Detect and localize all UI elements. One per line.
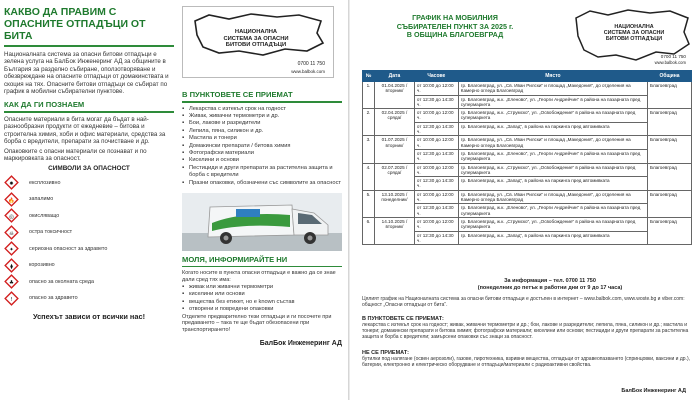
row-date: 02.04.2025 /сряда/ bbox=[374, 109, 414, 136]
row-time: от 12:30 до 14:30 ч. bbox=[414, 177, 458, 191]
accept-list bbox=[182, 106, 342, 187]
row-municipality: Благоевград bbox=[648, 163, 692, 190]
row-time: от 10:00 до 12:00 ч. bbox=[414, 217, 458, 231]
please-list bbox=[182, 284, 342, 314]
environment-icon bbox=[4, 274, 19, 289]
row-place: гр. Благоевград, ж.к. „Еленово“, ул. „Георги Андрейчин“ в района на пазарната пред супермаркета bbox=[458, 95, 647, 109]
van-icon bbox=[182, 193, 342, 251]
accept-heading: В ПУНКТОВЕТЕ СЕ ПРИЕМАТ bbox=[182, 90, 293, 99]
schedule-table bbox=[362, 70, 692, 245]
row-municipality: Благоевград bbox=[648, 136, 692, 163]
accept-list-item: ▪ Домакински препарати / битова химия bbox=[182, 143, 342, 150]
row-time: от 12:30 до 14:30 ч. bbox=[414, 95, 458, 109]
row-date: 01.04.2025 /вторник/ bbox=[374, 82, 414, 109]
row-municipality: Благоевград bbox=[648, 217, 692, 244]
row-place: гр. Благоевград, ж.к. „Еленово“, ул. „Георги Андрейчин“ в района на пазарната пред супермаркета bbox=[458, 204, 647, 218]
accept-list-item: ▪ Лепила, пяна, силикон и др. bbox=[182, 128, 342, 135]
explosive-icon bbox=[4, 175, 19, 190]
logo-website-right: www.balbok.com bbox=[654, 60, 686, 65]
please-list-item: ▪ отворени и повредени опаковки bbox=[182, 306, 342, 313]
please-list-item: ▪ вещества без етикет, но е known състав bbox=[182, 299, 342, 306]
intro-paragraph: Националната система за опасни битови отпадъци е зелена услуга на БалБок Инженеринг АД за общините в България за разделно събиране, оползотворяване и обезвреждане на опасните отпадъци от домакинствата и скоция на тях. Опасните битови отпадъци се събират по график в мобилни събирателни пунктове. bbox=[4, 51, 169, 96]
row-municipality: Благоевград bbox=[648, 109, 692, 136]
schedule-column-header: Община bbox=[648, 71, 692, 82]
svg-text:✸: ✸ bbox=[9, 180, 14, 187]
left-title: КАКВО ДА ПРАВИМ С ОПАСНИТЕ ОТПАДЪЦИ ОТ БИТА bbox=[4, 6, 146, 42]
toxic-icon bbox=[4, 225, 19, 240]
accept-list-item: ▪ Празни опаковки, обозначени със символите за опасност bbox=[182, 180, 342, 187]
hazard-symbol-label: опасно за здравето bbox=[29, 295, 78, 302]
row-place: гр. Благоевград, ж.к. „Струмско“, ул. „Освобождение“ в района на пазарната пред супермаркета bbox=[458, 109, 647, 123]
slogan: Успехът зависи от всички нас! bbox=[32, 312, 146, 322]
row-time: от 12:30 до 14:30 ч. bbox=[414, 204, 458, 218]
corrosive-icon bbox=[4, 258, 19, 273]
collection-van-image bbox=[182, 193, 342, 251]
hazard-symbol-label: корозивно bbox=[29, 262, 55, 269]
svg-text:✦: ✦ bbox=[9, 246, 14, 253]
schedule-column-header: № bbox=[363, 71, 375, 82]
please-paragraph: Когато носите в пункта опасни отпадъци е важно да се знае дали сред тях има: bbox=[182, 270, 336, 284]
not-accepted-section: НЕ СЕ ПРИЕМАТ: бутилки под налягане (освен аерозоли), газове, пиротехника, взривни вещества, отпадъци от здравеопазването (спринцовки, ваксини и др.), батерии, електронно и електрическо оборудване и отпадъци/материали с радиоактивни свойства. bbox=[362, 350, 691, 368]
row-number: 1. bbox=[363, 82, 375, 109]
hazard-symbol-row bbox=[4, 224, 174, 241]
row-date: 13.10.2025 /понеделник/ bbox=[374, 190, 414, 217]
row-place: гр. Благоевград, ж.к. „Запад“, в района на паркинга пред автомивката bbox=[458, 177, 647, 191]
row-number: 6. bbox=[363, 217, 375, 244]
row-place: гр. Благоевград, ж.к. „Струмско“, ул. „Освобождение“ в района на пазарната пред супермаркета bbox=[458, 163, 647, 177]
row-place: гр. Благоевград, ж.к. „Струмско“, ул. „Освобождение“ в района на пазарната пред супермаркета bbox=[458, 217, 647, 231]
row-place: гр. Благоевград, ул. „Св. Иван Рилски“ и площад „Македония“, до отделения на Камерно огледа Благоевград bbox=[458, 82, 647, 96]
table-row bbox=[363, 217, 692, 231]
hazard-symbols-list bbox=[4, 174, 174, 306]
row-time: от 10:00 до 12:00 ч. bbox=[414, 82, 458, 96]
company-name: БалБок Инженеринг АД bbox=[259, 339, 342, 347]
leaflet-page-right bbox=[350, 0, 700, 400]
logo-phone: 0700 11 750 bbox=[297, 61, 325, 67]
hazard-symbol-label: сериозна опасност за здравето bbox=[29, 245, 108, 252]
hazard-symbol-label: окисляващо bbox=[29, 212, 60, 219]
know-paragraph: Опасните материали в бита могат да бъдат в най-разнообразни продукти от ежедневие – битова и строителна химия, хоби и офис материали, средства за борба с вредители, препарати за почистване и др. bbox=[4, 115, 166, 146]
row-time: от 12:30 до 14:30 ч. bbox=[414, 122, 458, 136]
hazard-symbol-row bbox=[4, 290, 174, 307]
schedule-column-header: Дата bbox=[374, 71, 414, 82]
company-name-right: БалБок Инженеринг АД bbox=[621, 388, 686, 394]
hazard-symbol-label: запалимо bbox=[29, 196, 54, 203]
accept-list-item: ▪ Фотографски материали bbox=[182, 150, 342, 157]
exclamation-icon bbox=[4, 291, 19, 306]
schedule-column-header: Часове bbox=[414, 71, 458, 82]
symbols-heading: СИМВОЛИ ЗА ОПАСНОСТ bbox=[48, 165, 130, 173]
svg-text:♣: ♣ bbox=[9, 279, 14, 286]
hazard-symbol-label: остра токсичност bbox=[29, 229, 73, 236]
flammable-icon bbox=[4, 192, 19, 207]
row-time: от 12:30 до 14:30 ч. bbox=[414, 149, 458, 163]
title-underline bbox=[4, 45, 174, 47]
schedule-body bbox=[363, 82, 692, 245]
row-number: 4. bbox=[363, 163, 375, 190]
logo-text: НАЦИОНАЛНА СИСТЕМА ЗА ОПАСНИ БИТОВИ ОТПАДЪЦИ bbox=[223, 29, 289, 49]
logo-map-box-right bbox=[572, 6, 692, 66]
table-row bbox=[363, 136, 692, 150]
row-date: 02.07.2025 /сряда/ bbox=[374, 163, 414, 190]
row-place: гр. Благоевград, ж.к. „Еленово“, ул. „Георги Андрейчин“ в района на пазарната пред супермаркета bbox=[458, 149, 647, 163]
please-list-item: ▪ киселини или основи bbox=[182, 291, 342, 298]
hazard-symbol-row bbox=[4, 240, 174, 257]
accept-list-item: ▪ Бои, лакове и разредители bbox=[182, 120, 342, 127]
hazard-symbol-row bbox=[4, 191, 174, 208]
hazard-symbol-label: експлозивно bbox=[29, 179, 61, 186]
svg-text:☠: ☠ bbox=[9, 230, 14, 237]
row-municipality: Благоевград bbox=[648, 82, 692, 109]
accept-list-item: ▪ Лекарства с изтекъл срок на годност bbox=[182, 106, 342, 113]
row-number: 2. bbox=[363, 109, 375, 136]
row-time: от 10:00 до 12:00 ч. bbox=[414, 109, 458, 123]
accept-list-item: ▪ Мастила и тонери bbox=[182, 135, 342, 142]
accept-section: В ПУНКТОВЕТЕ СЕ ПРИЕМАТ: лекарства с изтекъл срок на годност; живак, живачни термометри и др.; бои, лакове и разредители; лепила, пяна, силикон и др.; мастила и тонери; домакински препарати и битова химия; фотографски материали; киселини или основи; пестициди и други препарати за растителна защита и борба с вредители; замърсени опаковки със знаци за опасност. bbox=[362, 316, 689, 340]
accept-underline bbox=[182, 101, 342, 103]
please-heading: МОЛЯ, ИНФОРМИРАЙТЕ НИ bbox=[182, 254, 288, 264]
info-contact: За информация – тел. 0700 11 750 (понеделник до петък в работни дни от 9 до 17 часа) bbox=[477, 278, 623, 291]
accept-list-item: ▪ Киселини и основи bbox=[182, 157, 342, 164]
left-column-info bbox=[4, 6, 174, 321]
hazard-symbol-row bbox=[4, 257, 174, 274]
left-column-accept bbox=[182, 6, 342, 347]
accept-list-item: ▪ Пестициди и други препарати за растителна защита и борба с вредители bbox=[182, 165, 342, 180]
info-paragraph: Цялият график на Националната система за опасни битови отпадъци е достъпен в интернет – www.balbok.com, www.woste.bg и viber.com: общност „Опасни отпадъци от бита“. bbox=[362, 296, 685, 308]
row-date: 01.07.2025 /вторник/ bbox=[374, 136, 414, 163]
hazard-symbol-label: опасно за околната среда bbox=[29, 278, 94, 285]
logo-phone-right: 0700 11 750 bbox=[660, 54, 686, 59]
logo-map-box bbox=[182, 6, 334, 78]
know-heading: КАК ДА ГИ ПОЗНАЕМ bbox=[4, 100, 85, 110]
svg-text:🔥: 🔥 bbox=[8, 197, 15, 204]
health-hazard-icon bbox=[4, 241, 19, 256]
accept-list-item: ▪ Живак, живачни термометри и др. bbox=[182, 113, 342, 120]
row-number: 3. bbox=[363, 136, 375, 163]
oxidizing-icon bbox=[4, 208, 19, 223]
hazard-symbol-row bbox=[4, 273, 174, 290]
table-row bbox=[363, 82, 692, 96]
row-place: гр. Благоевград, ж.к. „Запад“, в района на паркинга пред автомивката bbox=[458, 122, 647, 136]
row-time: от 10:00 до 12:00 ч. bbox=[414, 163, 458, 177]
hazard-symbol-row bbox=[4, 207, 174, 224]
please-paragraph-2: Отделете предварително тези отпадъци и ги посочете при предаването – така те ще бъдат обезопасени при транспортирането! bbox=[182, 313, 332, 333]
schedule-title: ГРАФИК НА МОБИЛНИЯ СЪБИРАТЕЛЕН ПУНКТ ЗА 2025 г. В ОБЩИНА БЛАГОЕВГРАД bbox=[396, 13, 514, 40]
schedule-header-row bbox=[363, 71, 692, 82]
svg-text:⧫: ⧫ bbox=[10, 263, 13, 270]
svg-text:◎: ◎ bbox=[9, 213, 14, 220]
logo-website: www.balbok.com bbox=[291, 69, 325, 74]
row-date: 14.10.2025 /вторник/ bbox=[374, 217, 414, 244]
please-underline bbox=[182, 266, 342, 268]
table-row bbox=[363, 163, 692, 177]
svg-text:!: ! bbox=[10, 296, 13, 303]
hazard-symbol-row bbox=[4, 174, 174, 191]
logo-text-right: НАЦИОНАЛНА СИСТЕМА ЗА ОПАСНИ БИТОВИ ОТПАДЪЦИ bbox=[603, 24, 665, 43]
table-row bbox=[363, 109, 692, 123]
please-list-item: ▪ живак или живачни термометри bbox=[182, 284, 342, 291]
row-time: от 10:00 до 12:00 ч. bbox=[414, 136, 458, 150]
know-paragraph-2: Опаковките с опасни материали се познават и по маркировката за опасност. bbox=[4, 147, 147, 162]
row-number: 5. bbox=[363, 190, 375, 217]
row-place: гр. Благоевград, ж.к. „Запад“, в района на паркинга пред автомивката bbox=[458, 231, 647, 245]
schedule-column-header: Място bbox=[458, 71, 647, 82]
row-place: гр. Благоевград, ул. „Св. Иван Рилски“ и площад „Македония“, до отделения на Камерно огледа Благоевград bbox=[458, 136, 647, 150]
row-time: от 10:00 до 12:00 ч. bbox=[414, 190, 458, 204]
table-row bbox=[363, 190, 692, 204]
row-time: от 12:30 до 14:30 ч. bbox=[414, 231, 458, 245]
know-underline bbox=[4, 111, 174, 113]
row-municipality: Благоевград bbox=[648, 190, 692, 217]
row-place: гр. Благоевград, ул. „Св. Иван Рилски“ и площад „Македония“, до отделения на Камерно огледа Благоевград bbox=[458, 190, 647, 204]
